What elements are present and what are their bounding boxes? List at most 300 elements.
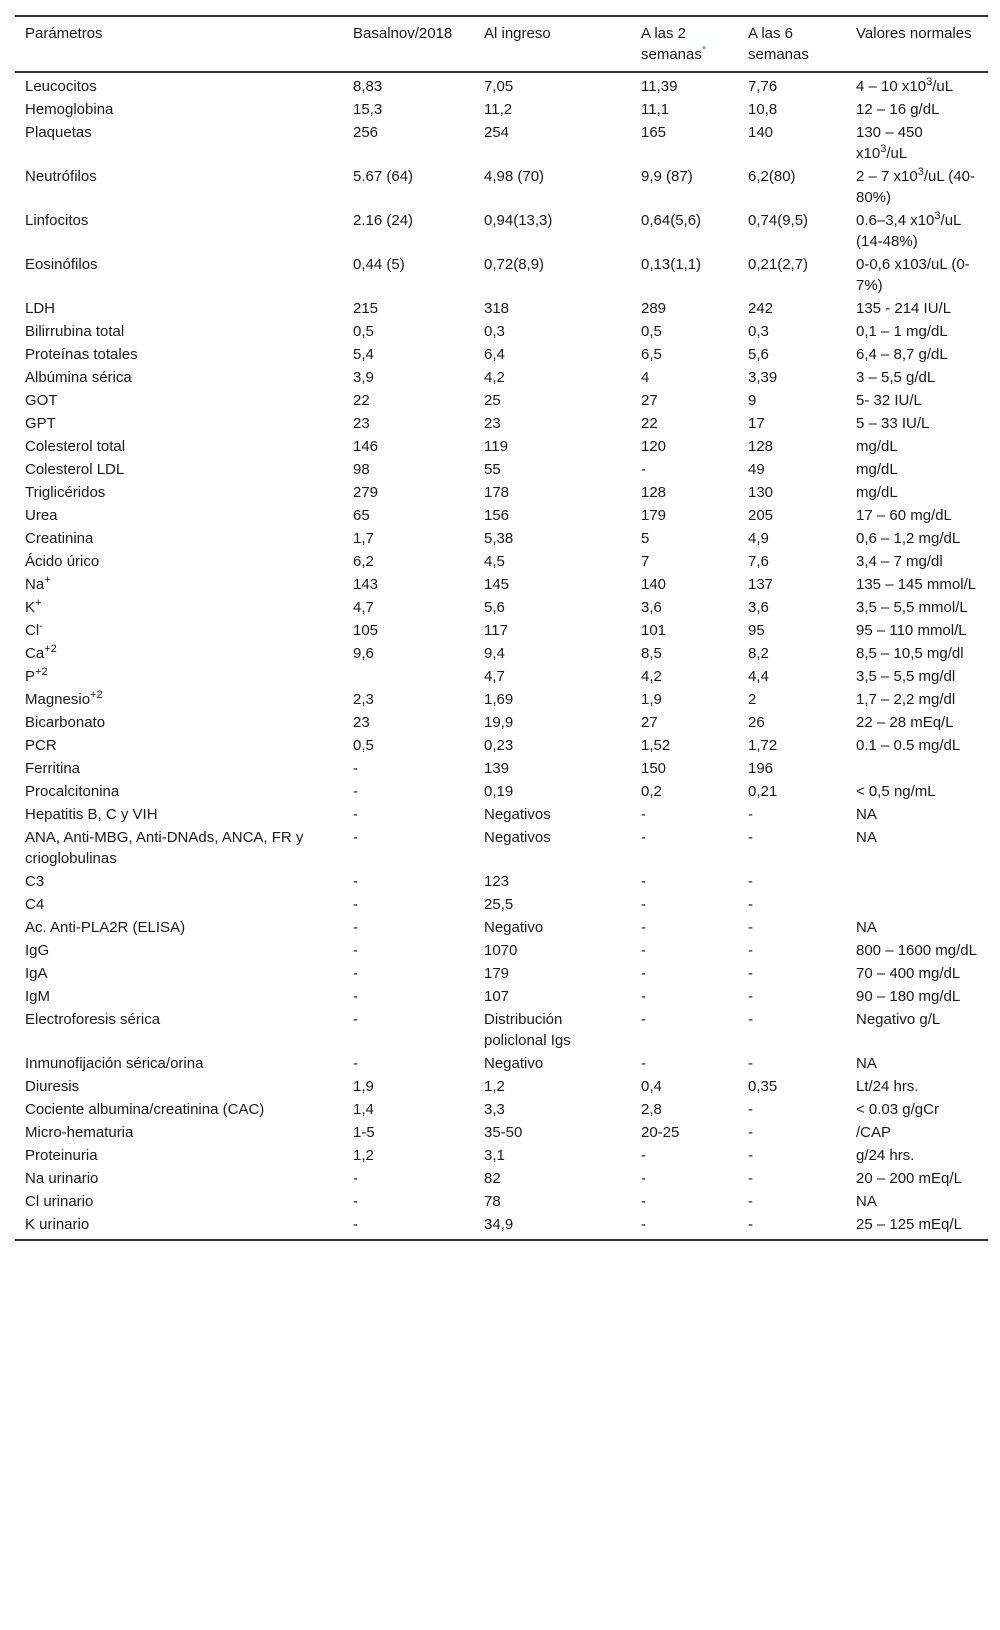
cell-ingreso: 145: [484, 576, 510, 593]
cell-seis-semanas: -: [748, 1055, 753, 1072]
cell-valores-normales: g/24 hrs.: [856, 1147, 915, 1164]
cell-valores-normales-superscript: 3: [926, 76, 933, 88]
cell-valores-normales: 1,7 – 2,2 mg/dl: [856, 691, 956, 708]
cell-basal: -: [353, 919, 358, 936]
cell-dos-semanas: 4,2: [641, 668, 662, 685]
cell-ingreso: 4,7: [484, 668, 505, 685]
cell-seis-semanas: 3,39: [748, 369, 778, 386]
table-row: [15, 253, 988, 297]
cell-dos-semanas: 11,39: [641, 78, 678, 95]
cell-ingreso: 4,2: [484, 369, 505, 386]
cell-seis-semanas: -: [748, 806, 753, 823]
cell-dos-semanas: 27: [641, 392, 658, 409]
cell-valores-normales: 3 – 5,5 g/dL: [856, 369, 936, 386]
cell-dos-semanas: 3,6: [641, 599, 662, 616]
cell-dos-semanas: 0,64(5,6): [641, 212, 702, 229]
cell-valores-normales: 0.1 – 0.5 mg/dL: [856, 737, 961, 754]
cell-valores-normales: 135 – 145 mmol/L: [856, 576, 977, 593]
cell-seis-semanas: 9: [748, 392, 757, 409]
table-row: [15, 1121, 988, 1144]
cell-seis-semanas: -: [748, 1170, 753, 1187]
cell-dos-semanas: 20-25: [641, 1124, 680, 1141]
cell-seis-semanas: 242: [748, 300, 774, 317]
cell-dos-semanas: 165: [641, 124, 667, 141]
cell-seis-semanas: 2: [748, 691, 757, 708]
cell-ingreso: 139: [484, 760, 510, 777]
cell-parametro: GOT: [25, 392, 58, 409]
cell-seis-semanas: -: [748, 896, 753, 913]
cell-seis-semanas: 0,35: [748, 1078, 778, 1095]
cell-ingreso: 7,05: [484, 78, 514, 95]
cell-parametro: Electroforesis sérica: [25, 1011, 161, 1028]
cell-parametro: C3: [25, 873, 45, 890]
cell-parametro: Triglicéridos: [25, 484, 106, 501]
cell-basal: 5.67 (64): [353, 168, 414, 185]
table-row: [15, 916, 988, 939]
cell-basal: 6,2: [353, 553, 374, 570]
cell-ingreso: 4,98 (70): [484, 168, 545, 185]
table-row: [15, 734, 988, 757]
table-body: [15, 72, 988, 1240]
table-row: [15, 209, 988, 253]
cell-valores-normales: 25 – 125 mEq/L: [856, 1216, 962, 1233]
cell-ingreso: 156: [484, 507, 510, 524]
cell-parametro: K+: [25, 597, 42, 616]
cell-seis-semanas: -: [748, 988, 753, 1005]
cell-parametro: Plaquetas: [25, 124, 92, 141]
cell-basal: 105: [353, 622, 379, 639]
header-valores-normales: Valores normales: [856, 25, 972, 42]
cell-ingreso: 35-50: [484, 1124, 523, 1141]
cell-dos-semanas: 150: [641, 760, 667, 777]
cell-seis-semanas: -: [748, 965, 753, 982]
cell-valores-normales: NA: [856, 919, 877, 936]
cell-ingreso: 25: [484, 392, 501, 409]
cell-parametro: Micro-hematuria: [25, 1124, 134, 1141]
cell-basal: -: [353, 1011, 358, 1028]
cell-dos-semanas: 101: [641, 622, 667, 639]
cell-dos-semanas: -: [641, 829, 646, 846]
table-row: [15, 297, 988, 320]
cell-parametro: ANA, Anti-MBG, Anti-DNAds, ANCA, FR y crioglobulinas: [25, 829, 304, 867]
cell-basal: -: [353, 806, 358, 823]
cell-valores-normales: 3,5 – 5,5 mg/dl: [856, 668, 956, 685]
cell-valores-normales: < 0.03 g/gCr: [856, 1101, 939, 1118]
cell-ingreso: 4,5: [484, 553, 505, 570]
cell-seis-semanas: 4,9: [748, 530, 769, 547]
cell-basal: 0,5: [353, 737, 374, 754]
cell-ingreso: 23: [484, 415, 501, 432]
cell-ingreso: 3,1: [484, 1147, 505, 1164]
table-row: [15, 1144, 988, 1167]
table-row: [15, 550, 988, 573]
table-row: [15, 389, 988, 412]
cell-basal: 3,9: [353, 369, 374, 386]
cell-ingreso: 0,94(13,3): [484, 212, 553, 229]
table-row: [15, 619, 988, 642]
cell-seis-semanas: -: [748, 919, 753, 936]
cell-valores-normales: Negativo g/L: [856, 1011, 941, 1028]
cell-valores-normales: 70 – 400 mg/dL: [856, 965, 961, 982]
cell-dos-semanas: 140: [641, 576, 667, 593]
cell-parametro: Na+: [25, 574, 51, 593]
cell-valores-normales: 95 – 110 mmol/L: [856, 622, 967, 639]
cell-seis-semanas: 8,2: [748, 645, 769, 662]
cell-ingreso: Negativos: [484, 829, 551, 846]
cell-dos-semanas: -: [641, 919, 646, 936]
cell-valores-normales: 3,5 – 5,5 mmol/L: [856, 599, 968, 616]
cell-seis-semanas: 196: [748, 760, 774, 777]
cell-valores-normales: 6,4 – 8,7 g/dL: [856, 346, 948, 363]
cell-valores-normales: 12 – 16 g/dL: [856, 101, 940, 118]
cell-seis-semanas: -: [748, 1011, 753, 1028]
cell-parametro: IgA: [25, 965, 48, 982]
cell-parametro: Eosinófilos: [25, 256, 98, 273]
cell-parametro: Cl-: [25, 620, 43, 639]
cell-basal: -: [353, 896, 358, 913]
header-seis-semanas: A las 6 semanas: [748, 25, 809, 63]
cell-valores-normales: mg/dL: [856, 438, 898, 455]
table-row: [15, 573, 988, 596]
cell-dos-semanas: 0,13(1,1): [641, 256, 702, 273]
cell-ingreso: 1,69: [484, 691, 514, 708]
cell-dos-semanas: 2,8: [641, 1101, 662, 1118]
cell-seis-semanas: 17: [748, 415, 765, 432]
cell-seis-semanas: 49: [748, 461, 765, 478]
cell-basal: -: [353, 1170, 358, 1187]
cell-valores-normales-superscript: 3: [880, 143, 887, 155]
cell-ingreso: 179: [484, 965, 510, 982]
cell-seis-semanas: 128: [748, 438, 774, 455]
cell-ingreso: 55: [484, 461, 501, 478]
table-row: [15, 435, 988, 458]
cell-seis-semanas: 6,2(80): [748, 168, 796, 185]
cell-parametro: Colesterol total: [25, 438, 126, 455]
cell-parametro: Neutrófilos: [25, 168, 97, 185]
cell-parametro: Inmunofijación sérica/orina: [25, 1055, 204, 1072]
table-row: [15, 870, 988, 893]
table-row: [15, 803, 988, 826]
cell-valores-normales: 90 – 180 mg/dL: [856, 988, 961, 1005]
cell-ingreso: 19,9: [484, 714, 514, 731]
cell-seis-semanas: -: [748, 1193, 753, 1210]
cell-dos-semanas: 120: [641, 438, 667, 455]
cell-seis-semanas: -: [748, 1101, 753, 1118]
table-row: [15, 1098, 988, 1121]
cell-valores-normales: 4 – 10 $x10^3/uL$: [856, 76, 954, 95]
cell-parametro: Ac. Anti-PLA2R (ELISA): [25, 919, 186, 936]
table-row: [15, 481, 988, 504]
cell-valores-normales: mg/dL: [856, 484, 898, 501]
table-row: [15, 343, 988, 366]
cell-parametro: Proteínas totales: [25, 346, 138, 363]
cell-parametro: Creatinina: [25, 530, 94, 547]
cell-parametro-superscript: +: [44, 574, 51, 586]
cell-parametro: Proteinuria: [25, 1147, 98, 1164]
table-row: [15, 1008, 988, 1052]
table-row: [15, 1075, 988, 1098]
cell-ingreso: 78: [484, 1193, 501, 1210]
cell-parametro: Leucocitos: [25, 78, 97, 95]
cell-basal: 256: [353, 124, 379, 141]
cell-valores-normales: NA: [856, 829, 877, 846]
cell-basal: -: [353, 1055, 358, 1072]
table-row: [15, 504, 988, 527]
cell-basal: 2,3: [353, 691, 374, 708]
table-row: [15, 962, 988, 985]
table-row: [15, 72, 988, 98]
table-header: [15, 16, 988, 72]
cell-dos-semanas: -: [641, 1055, 646, 1072]
cell-dos-semanas: 11,1: [641, 101, 670, 118]
cell-seis-semanas: -: [748, 1216, 753, 1233]
cell-basal: -: [353, 965, 358, 982]
cell-parametro: Albúmina sérica: [25, 369, 132, 386]
cell-ingreso: 123: [484, 873, 510, 890]
cell-dos-semanas: 179: [641, 507, 667, 524]
cell-valores-normales: 2 – 7 $x10^3/uL$ (40-80%): [856, 166, 975, 206]
cell-dos-semanas: 6,5: [641, 346, 662, 363]
table-row: [15, 366, 988, 389]
cell-ingreso: 0,72(8,9): [484, 256, 545, 273]
cell-ingreso: 178: [484, 484, 510, 501]
cell-valores-normales: /CAP: [856, 1124, 892, 1141]
cell-parametro: Diuresis: [25, 1078, 80, 1095]
cell-ingreso: 0,19: [484, 783, 514, 800]
table-row: [15, 98, 988, 121]
table-row: [15, 893, 988, 916]
cell-basal: 146: [353, 438, 379, 455]
table-row: [15, 780, 988, 803]
cell-basal: 1-5: [353, 1124, 375, 1141]
cell-basal: -: [353, 873, 358, 890]
table-row: [15, 665, 988, 688]
cell-parametro: IgM: [25, 988, 51, 1005]
cell-basal: 23: [353, 714, 370, 731]
cell-parametro-superscript: +2: [44, 643, 57, 655]
cell-basal: 1,4: [353, 1101, 374, 1118]
cell-dos-semanas: 128: [641, 484, 667, 501]
table-row: [15, 458, 988, 481]
cell-seis-semanas: 10,8: [748, 101, 778, 118]
cell-valores-normales: 0.6–3,4 $x10^3/uL$ (14-48%): [856, 210, 961, 250]
cell-valores-normales: 20 – 200 mEq/L: [856, 1170, 962, 1187]
cell-parametro: $Ca^{+2}$: [25, 643, 57, 662]
cell-seis-semanas: -: [748, 829, 753, 846]
cell-ingreso: 1,2: [484, 1078, 505, 1095]
cell-dos-semanas: 4: [641, 369, 650, 386]
cell-basal: 143: [353, 576, 379, 593]
cell-ingreso: Negativo: [484, 1055, 544, 1072]
cell-parametro: Hemoglobina: [25, 101, 114, 118]
cell-seis-semanas: -: [748, 1147, 753, 1164]
cell-ingreso: Negativos: [484, 806, 551, 823]
lab-results-table: [15, 15, 988, 1241]
cell-seis-semanas: 0,74(9,5): [748, 212, 809, 229]
cell-valores-normales: 130 – 450 $x10^3/uL$: [856, 124, 923, 162]
header-dos-semanas: A las 2 semanas*: [641, 25, 707, 63]
table-row: [15, 1190, 988, 1213]
table-row: [15, 826, 988, 870]
cell-ingreso: Distribución policlonal Igs: [484, 1011, 571, 1049]
cell-seis-semanas: 95: [748, 622, 765, 639]
table-row: [15, 527, 988, 550]
cell-valores-normales: < 0,5 ng/mL: [856, 783, 936, 800]
cell-basal: 8,83: [353, 78, 383, 95]
cell-parametro: Bilirrubina total: [25, 323, 125, 340]
cell-ingreso: 34,9: [484, 1216, 514, 1233]
cell-dos-semanas: 0,5: [641, 323, 662, 340]
cell-seis-semanas: 7,6: [748, 553, 769, 570]
cell-valores-normales: 3,4 – 7 mg/dl: [856, 553, 943, 570]
cell-basal: 215: [353, 300, 379, 317]
header-parametros: Parámetros: [25, 25, 103, 42]
cell-parametro: Urea: [25, 507, 58, 524]
cell-ingreso: 0,3: [484, 323, 505, 340]
cell-seis-semanas: -: [748, 1124, 753, 1141]
cell-seis-semanas: 7,76: [748, 78, 778, 95]
cell-basal: 23: [353, 415, 370, 432]
cell-seis-semanas: 0,21: [748, 783, 778, 800]
table-row: [15, 596, 988, 619]
cell-valores-normales: 5 – 33 IU/L: [856, 415, 930, 432]
cell-valores-normales: [846, 870, 988, 893]
table-row: [15, 1213, 988, 1240]
table-row: [15, 1167, 988, 1190]
cell-ingreso: 9,4: [484, 645, 505, 662]
cell-basal: 65: [353, 507, 370, 524]
cell-seis-semanas: 140: [748, 124, 774, 141]
header-basal: Basalnov/2018: [353, 25, 453, 42]
cell-seis-semanas: -: [748, 942, 753, 959]
cell-parametro: Cl urinario: [25, 1193, 94, 1210]
cell-ingreso: 3,3: [484, 1101, 505, 1118]
table-row: [15, 939, 988, 962]
cell-ingreso: 0,23: [484, 737, 514, 754]
cell-dos-semanas: -: [641, 806, 646, 823]
cell-parametro: Colesterol LDL: [25, 461, 125, 478]
cell-valores-normales: mg/dL: [856, 461, 898, 478]
cell-valores-normales: 0,6 – 1,2 mg/dL: [856, 530, 961, 547]
cell-basal: 1,2: [353, 1147, 374, 1164]
cell-dos-semanas: -: [641, 896, 646, 913]
cell-valores-normales: 800 – 1600 mg/dL: [856, 942, 977, 959]
cell-dos-semanas: -: [641, 1147, 646, 1164]
cell-parametro-superscript: +2: [90, 689, 103, 701]
cell-parametro: Cociente albumina/creatinina (CAC): [25, 1101, 265, 1118]
cell-ingreso: 107: [484, 988, 510, 1005]
cell-parametro-superscript: +2: [35, 666, 48, 678]
cell-parametro: Bicarbonato: [25, 714, 106, 731]
cell-dos-semanas: -: [641, 873, 646, 890]
cell-seis-semanas: 26: [748, 714, 765, 731]
table-row: [15, 642, 988, 665]
cell-valores-normales: 17 – 60 mg/dL: [856, 507, 952, 524]
cell-basal: 0,44 (5): [353, 256, 405, 273]
lab-results-table-container: [15, 15, 988, 1241]
header-row: [15, 16, 988, 72]
cell-ingreso: 6,4: [484, 346, 505, 363]
cell-seis-semanas: 205: [748, 507, 774, 524]
table-row: [15, 757, 988, 780]
cell-basal: -: [353, 1216, 358, 1233]
cell-parametro: C4: [25, 896, 45, 913]
cell-valores-normales: [846, 757, 988, 780]
table-row: [15, 711, 988, 734]
cell-basal: 22: [353, 392, 370, 409]
cell-basal: 98: [353, 461, 370, 478]
cell-basal: 0,5: [353, 323, 374, 340]
cell-seis-semanas: 4,4: [748, 668, 769, 685]
cell-basal: [343, 665, 474, 688]
cell-basal: 1,9: [353, 1078, 374, 1095]
cell-dos-semanas: 0,2: [641, 783, 662, 800]
cell-ingreso: 254: [484, 124, 510, 141]
cell-valores-normales: [846, 893, 988, 916]
cell-basal: -: [353, 1193, 358, 1210]
table-row: [15, 320, 988, 343]
cell-dos-semanas: 7: [641, 553, 650, 570]
cell-seis-semanas: -: [748, 873, 753, 890]
cell-dos-semanas: -: [641, 1193, 646, 1210]
cell-valores-normales-superscript: 3: [917, 166, 924, 178]
table-row: [15, 165, 988, 209]
cell-valores-normales: 135 - 214 IU/L: [856, 300, 952, 317]
footnote-marker[interactable]: *: [701, 44, 707, 56]
cell-dos-semanas: 22: [641, 415, 658, 432]
cell-ingreso: 5,6: [484, 599, 505, 616]
cell-dos-semanas: 289: [641, 300, 667, 317]
cell-basal: 4,7: [353, 599, 374, 616]
cell-dos-semanas: -: [641, 1216, 646, 1233]
table-row: [15, 1052, 988, 1075]
cell-parametro: LDH: [25, 300, 56, 317]
cell-seis-semanas: 1,72: [748, 737, 778, 754]
cell-ingreso: 117: [484, 622, 508, 639]
cell-basal: -: [353, 760, 358, 777]
table-row: [15, 985, 988, 1008]
cell-dos-semanas: 1,52: [641, 737, 671, 754]
cell-seis-semanas: 0,21(2,7): [748, 256, 809, 273]
cell-basal: 5,4: [353, 346, 374, 363]
cell-dos-semanas: 1,9: [641, 691, 662, 708]
cell-basal: -: [353, 988, 358, 1005]
cell-valores-normales: Lt/24 hrs.: [856, 1078, 919, 1095]
cell-dos-semanas: -: [641, 461, 646, 478]
cell-parametro: K urinario: [25, 1216, 90, 1233]
header-ingreso: Al ingreso: [484, 25, 551, 42]
cell-ingreso: 11,2: [484, 101, 513, 118]
cell-ingreso: 5,38: [484, 530, 514, 547]
cell-basal: 9,6: [353, 645, 374, 662]
cell-dos-semanas: 0,4: [641, 1078, 662, 1095]
cell-parametro: GPT: [25, 415, 56, 432]
cell-basal: 2.16 (24): [353, 212, 414, 229]
cell-dos-semanas: -: [641, 1011, 646, 1028]
cell-parametro: Magnesio$^{+2}$: [25, 689, 103, 708]
cell-parametro: Hepatitis B, C y VIH: [25, 806, 158, 823]
cell-basal: -: [353, 783, 358, 800]
cell-parametro: $P^{+2}$: [25, 666, 48, 685]
table-row: [15, 412, 988, 435]
cell-valores-normales: 0,1 – 1 mg/dL: [856, 323, 948, 340]
cell-parametro: IgG: [25, 942, 50, 959]
cell-dos-semanas: 9,9 (87): [641, 168, 693, 185]
cell-seis-semanas: 5,6: [748, 346, 769, 363]
cell-parametro: Na urinario: [25, 1170, 99, 1187]
cell-ingreso: 119: [484, 438, 508, 455]
cell-dos-semanas: -: [641, 1170, 646, 1187]
